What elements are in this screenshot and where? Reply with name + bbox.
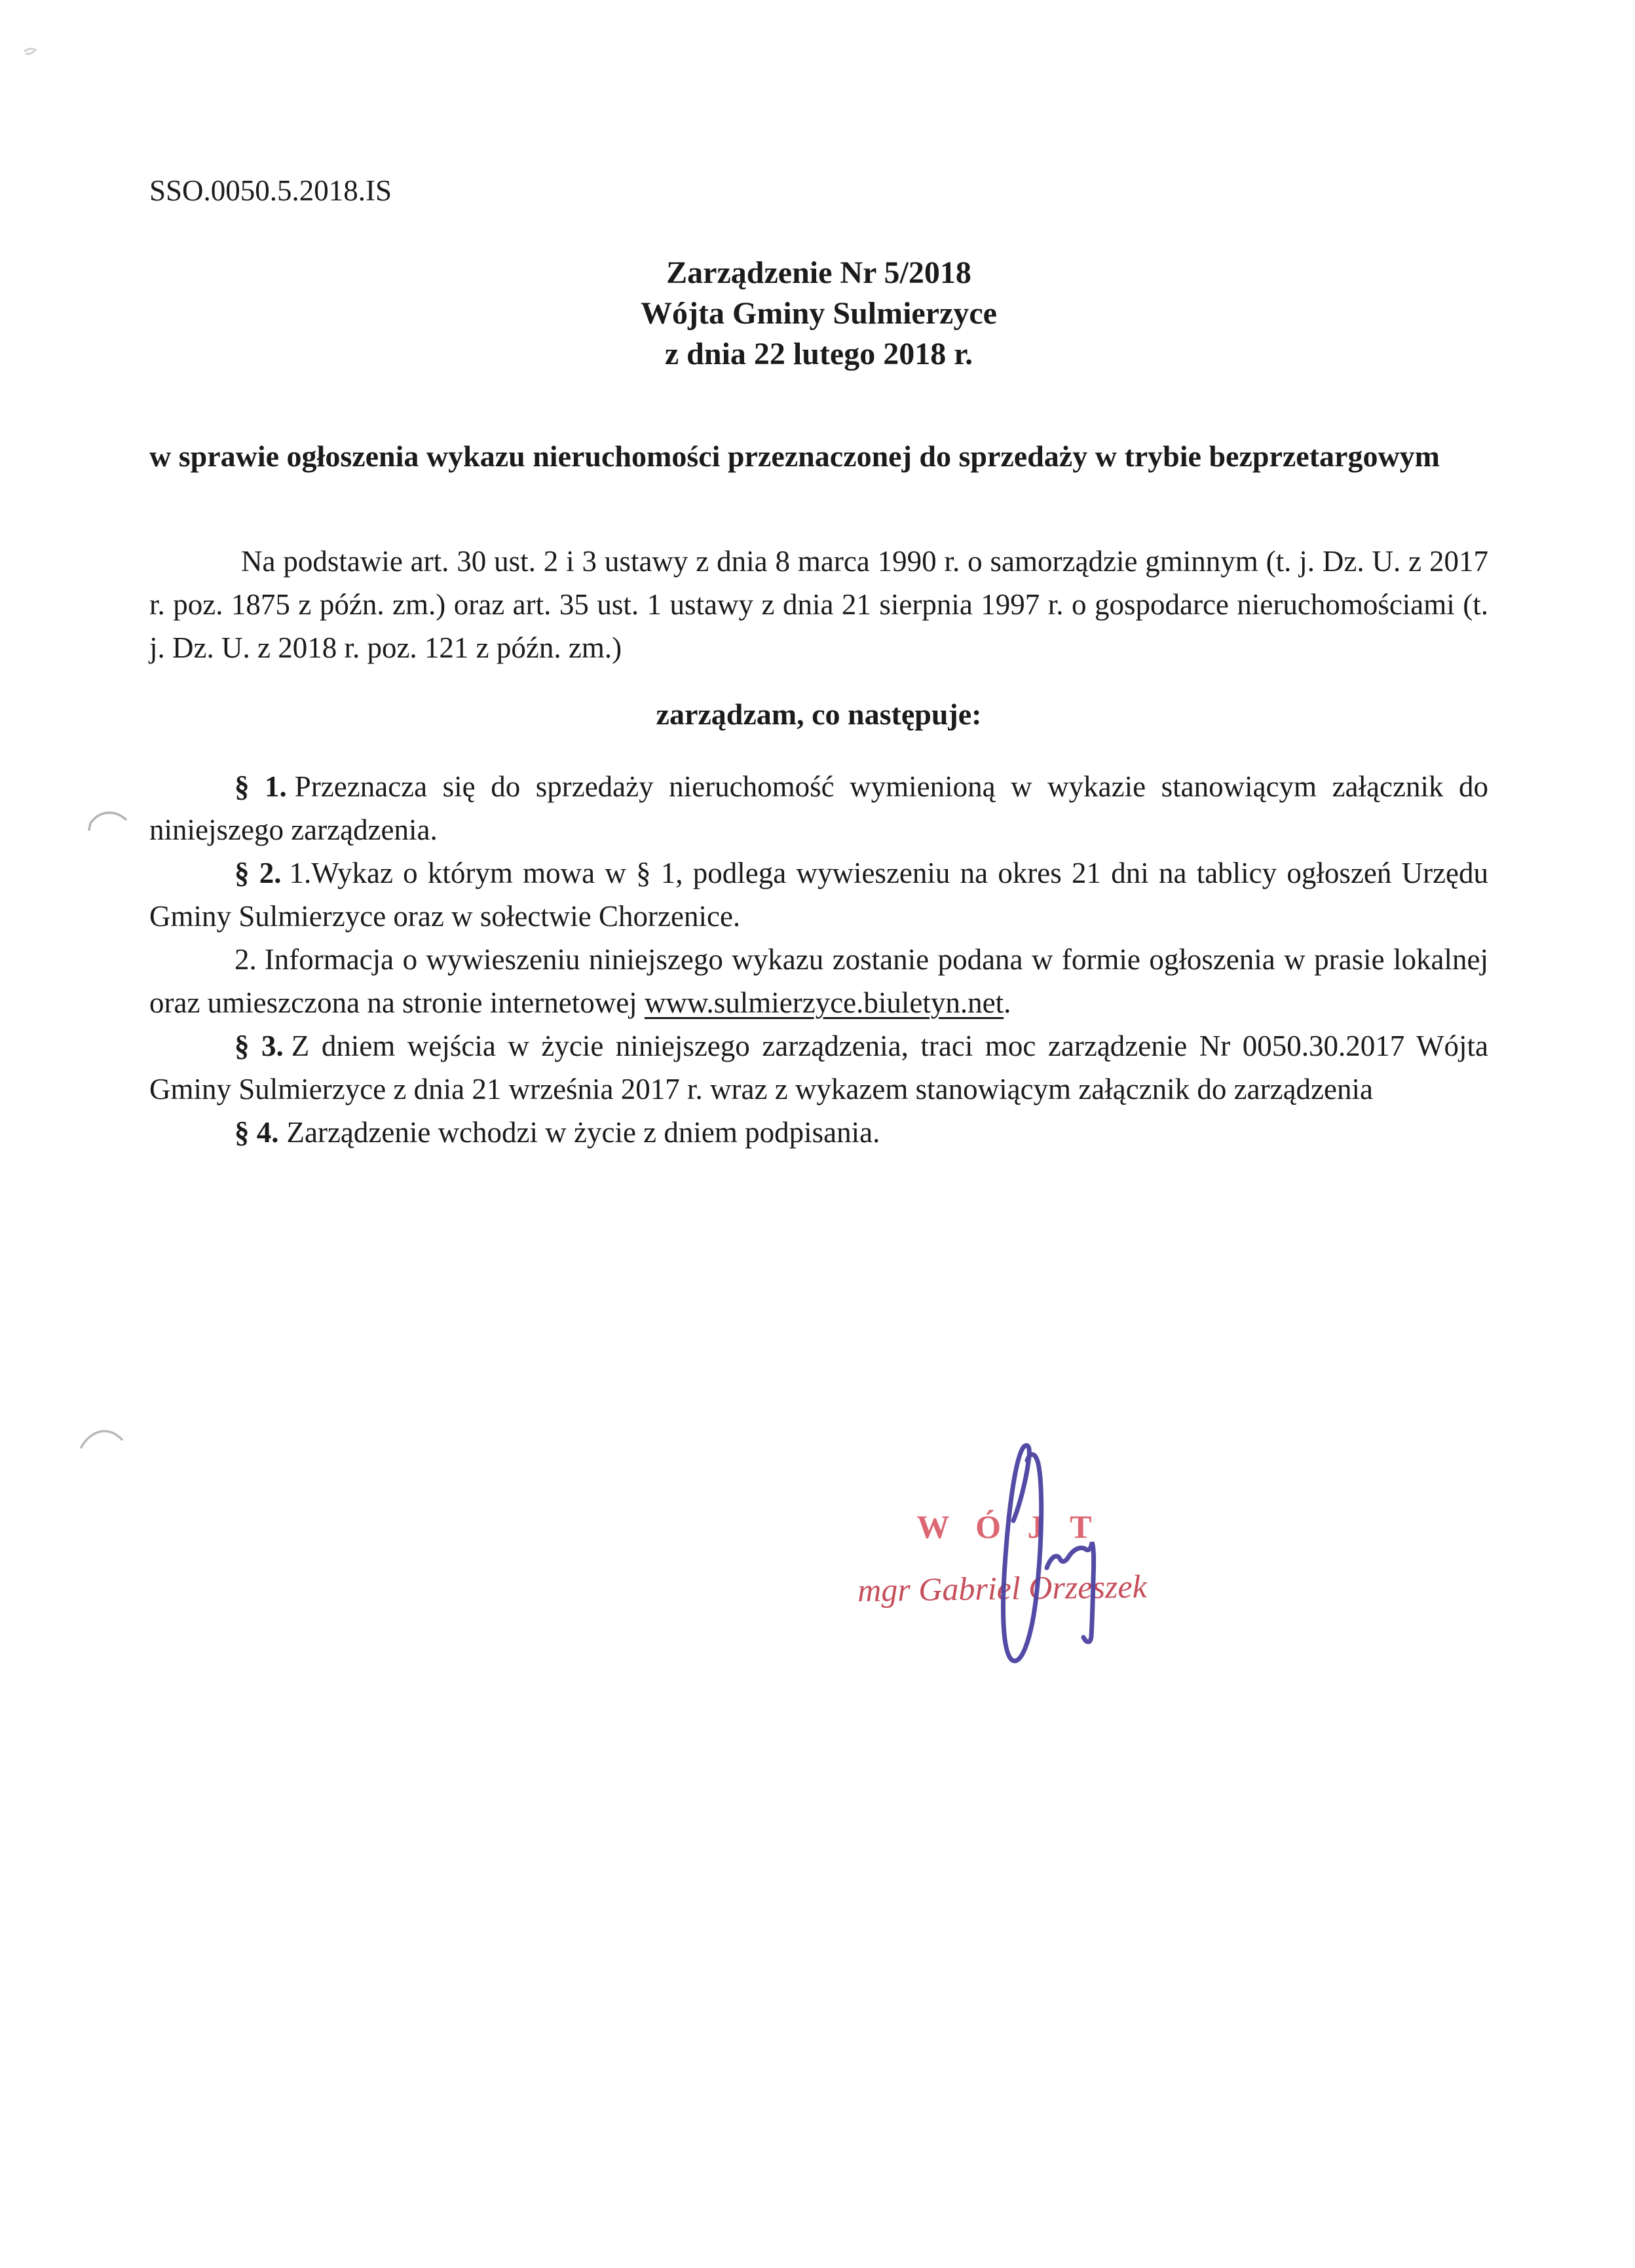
section-2-item-2-text: Informacja o wywieszeniu niniejszego wykazu zostanie podana w formie ogłoszenia w prasie lokalnej oraz umieszczona na stronie internetowej <box>149 943 1488 1019</box>
title-line-1: Zarządzenie Nr 5/2018 <box>666 255 971 290</box>
section-3-marker: § 3. <box>235 1030 284 1062</box>
section-1-text: Przeznacza się do sprzedaży nieruchomość wymienioną w wykazie stanowiącym załącznik do niniejszego zarządzenia. <box>149 770 1488 846</box>
document-content <box>149 169 1488 1154</box>
section-2-item-2-paragraph <box>149 938 1488 1024</box>
title-line-3: z dnia 22 lutego 2018 r. <box>664 337 973 371</box>
reference-number: SSO.0050.5.2018.IS <box>149 174 392 207</box>
section-3-text: Z dniem wejścia w życie niniejszego zarządzenia, traci moc zarządzenie Nr 0050.30.2017 Wójta Gminy Sulmierzyce z dnia 21 września 2017 r. wraz z wykazem stanowiącym załącznik do zarządzenia <box>149 1030 1488 1106</box>
section-3-paragraph <box>149 1024 1488 1111</box>
sections-block <box>149 765 1488 1154</box>
scan-artifact-arc-1 <box>89 813 126 830</box>
website-link: www.sulmierzyce.biuletyn.net <box>644 986 1004 1019</box>
order-heading: zarządzam, co następuje: <box>656 697 982 731</box>
website-link-period: . <box>1004 986 1011 1019</box>
section-4-marker: § 4. <box>235 1116 279 1149</box>
scan-artifact-arc-2 <box>81 1431 122 1447</box>
legal-basis-paragraph: Na podstawie art. 30 ust. 2 i 3 ustawy z dnia 8 marca 1990 r. o samorządzie gminnym (t. j. Dz. U. z 2017 r. poz. 1875 z późn. zm.) oraz art. 35 ust. 1 ustawy z dnia 21 sierpnia 1997 r. o gospodarce nieruchomościami (t. j. Dz. U. z 2018 r. poz. 121 z późn. zm.) <box>149 545 1488 664</box>
section-2-text: 1.Wykaz o którym mowa w § 1, podlega wywieszeniu na okres 21 dni na tablicy ogłoszeń Urzędu Gminy Sulmierzyce oraz w sołectwie Chorzenice. <box>149 857 1488 933</box>
section-2-marker: § 2. <box>235 857 282 889</box>
section-4-text: Zarządzenie wchodzi w życie z dniem podpisania. <box>286 1116 880 1149</box>
mayor-stamp-title: W Ó J T <box>916 1508 1101 1545</box>
section-1-marker: § 1. <box>235 770 287 803</box>
scan-artifact-top-left <box>25 48 35 54</box>
section-1-paragraph <box>149 765 1488 851</box>
signature-ink-loop <box>1003 1445 1041 1661</box>
section-2-paragraph <box>149 851 1488 938</box>
title-block <box>149 253 1488 375</box>
section-2-item-2-marker: 2. <box>235 943 257 976</box>
title-line-2: Wójta Gminy Sulmierzyce <box>641 296 997 331</box>
mayor-stamp-name: mgr Gabriel Orzeszek <box>857 1567 1148 1609</box>
subject-line: w sprawie ogłoszenia wykazu nieruchomości przeznaczonej do sprzedaży w trybie bezprzetargowym <box>149 439 1440 473</box>
section-4-paragraph <box>149 1111 1488 1154</box>
